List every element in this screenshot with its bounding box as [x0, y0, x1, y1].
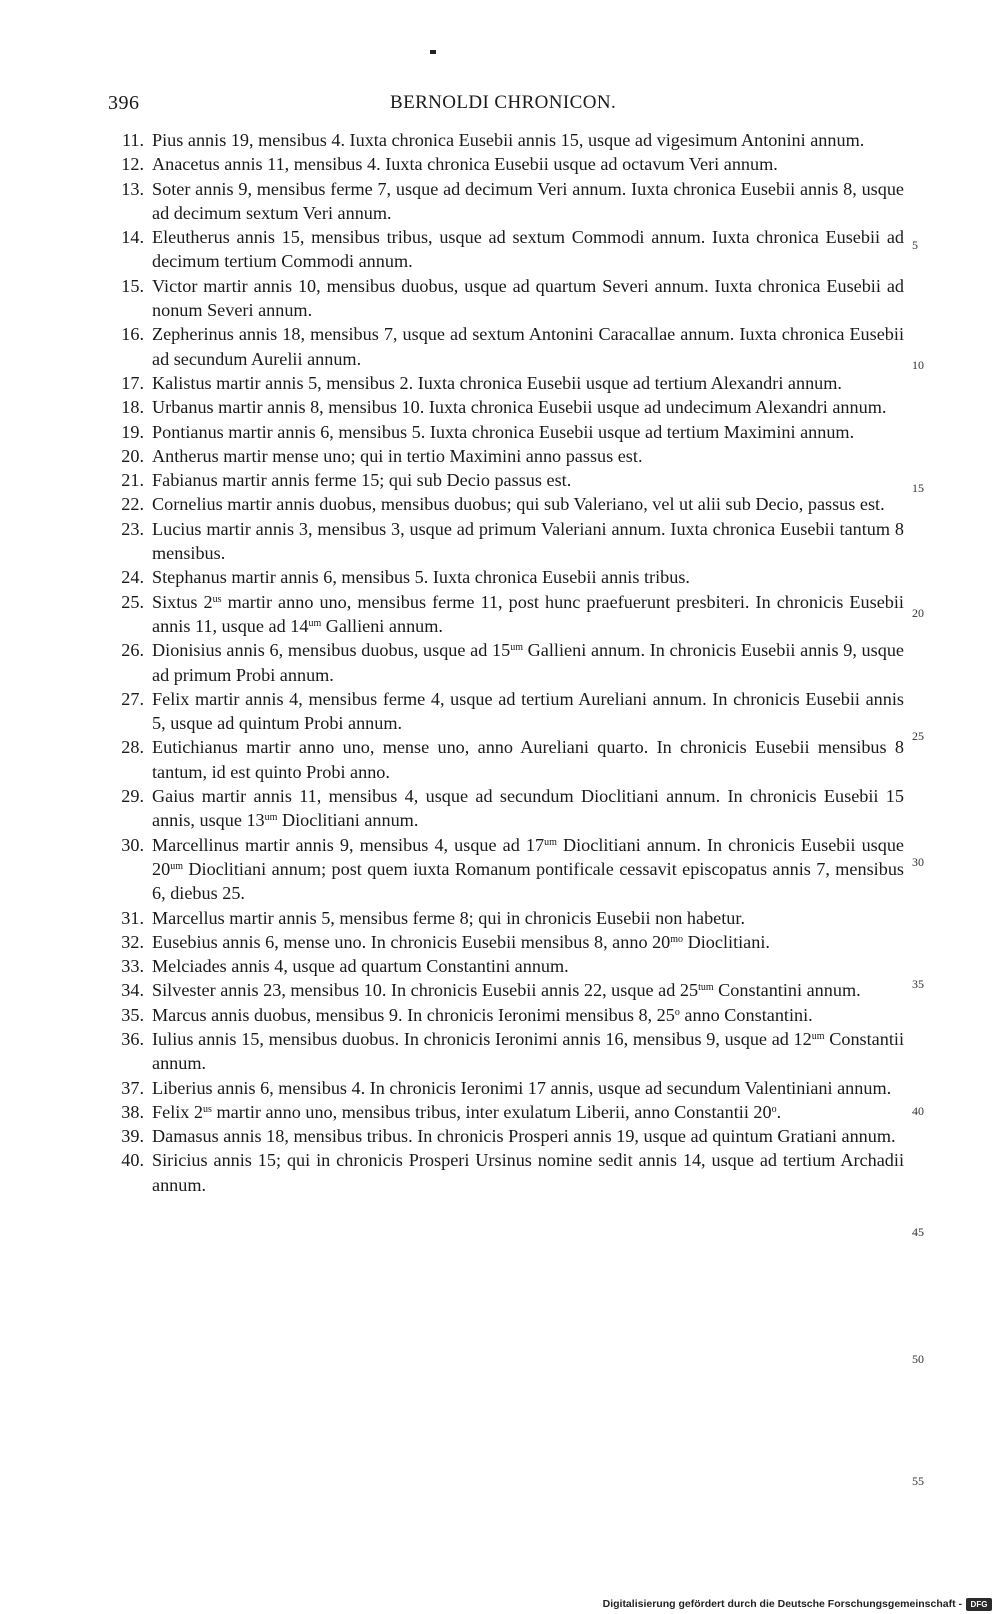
list-item	[100, 1027, 908, 1076]
entry-text	[152, 833, 908, 906]
entry-text	[152, 590, 908, 639]
entry-text	[152, 371, 908, 395]
text-segment: Dioclitiani annum.	[277, 810, 419, 831]
text-segment: Eutichianus martir anno uno, mense uno, anno Aureliani quarto. In chronicis Eusebii mensibus 8 tantum, id est quinto Probi anno.	[152, 737, 904, 782]
text-segment: Constantii annum.	[152, 1028, 904, 1074]
text-segment: Pius annis 19, mensibus 4. Iuxta chronica Eusebii annis 15, usque ad vigesimum Antonini annum.	[152, 130, 865, 150]
entry-number: 38.	[121, 1101, 144, 1122]
dfg-logo: DFG	[966, 1598, 992, 1611]
entry-number: 26.	[121, 640, 144, 661]
list-item	[100, 638, 908, 687]
line-number: 10	[912, 358, 924, 372]
superscript: um	[510, 642, 523, 654]
footer-credit	[603, 1596, 992, 1612]
list-item	[100, 395, 908, 419]
list-item	[100, 930, 908, 954]
entry-number: 17.	[121, 372, 144, 393]
entry-text	[152, 420, 908, 444]
line-number: 5	[912, 238, 918, 252]
text-segment: Marcellinus martir annis 9, mensibus 4, usque ad 17	[152, 834, 545, 855]
text-segment: Eusebius annis 6, mense uno. In chronicis Eusebii mensibus 8, anno 20	[152, 931, 671, 952]
list-item	[100, 906, 908, 930]
entry-text	[152, 906, 908, 930]
entry-number: 40.	[121, 1150, 144, 1171]
entry-number: 32.	[121, 931, 144, 952]
text-segment: anno Constantini.	[679, 1004, 813, 1025]
text-segment: Marcellus martir annis 5, mensibus ferme 8; qui in chronicis Eusebii non habetur.	[152, 907, 745, 928]
entry-text	[152, 954, 908, 978]
entry-text	[152, 225, 908, 274]
list-item	[100, 978, 908, 1002]
list-item	[100, 225, 908, 274]
entry-number: 19.	[121, 421, 144, 442]
entry-number: 20.	[121, 445, 144, 466]
entry-text	[152, 468, 908, 492]
text-segment: Fabianus martir annis ferme 15; qui sub Decio passus est.	[152, 470, 572, 491]
text-segment: Siricius annis 15; qui in chronicis Prosperi Ursinus nomine sedit annis 14, usque ad tertium Archadii annum.	[152, 1150, 904, 1195]
superscript: um	[308, 617, 322, 629]
entry-text	[152, 930, 908, 954]
text-segment: Antherus martir mense uno; qui in tertio Maximini anno passus est.	[152, 445, 643, 466]
text-segment: Anacetus annis 11, mensibus 4. Iuxta chronica Eusebii usque ad octavum Veri annum.	[152, 154, 778, 175]
list-item	[100, 322, 908, 371]
list-item	[100, 468, 908, 492]
superscript: o	[674, 1006, 680, 1018]
superscript: um	[544, 836, 557, 848]
text-segment: Gallieni annum.	[321, 615, 443, 636]
text-segment: Eleutherus annis 15, mensibus tribus, usque ad sextum Commodi annum. Iuxta chronica Eusebii ad decimum tertium Commodi annum.	[152, 227, 904, 272]
text-segment: martir anno uno, mensibus ferme 11, post hunc praefuerunt presbiteri. In chronicis Eusebii annis 11, usque ad 14	[152, 591, 904, 636]
entry-number: 15.	[121, 275, 144, 296]
entry-text	[152, 177, 908, 226]
entry-text	[152, 1027, 908, 1076]
line-number: 25	[912, 729, 924, 743]
list-item	[100, 687, 908, 736]
text-segment: Cornelius martir annis duobus, mensibus duobus; qui sub Valeriano, vel ut alii sub Decio, passus est.	[152, 494, 885, 515]
line-number: 40	[912, 1104, 924, 1118]
entry-number: 31.	[121, 907, 144, 928]
entry-text	[152, 784, 908, 833]
line-number: 35	[912, 977, 924, 991]
list-item	[100, 517, 908, 566]
entry-text	[152, 274, 908, 323]
superscript: us	[212, 593, 222, 605]
text-segment: Lucius martir annis 3, mensibus 3, usque ad primum Valeriani annum. Iuxta chronica Eusebii tantum 8 mensibus.	[152, 518, 904, 564]
superscript: tum	[698, 982, 714, 994]
entry-text	[152, 1124, 908, 1148]
text-segment: Dioclitiani.	[683, 931, 770, 952]
ink-mark	[430, 50, 436, 54]
list-item	[100, 152, 908, 176]
entry-number: 35.	[121, 1004, 144, 1025]
list-item	[100, 1003, 908, 1027]
list-item	[100, 833, 908, 906]
entry-text	[152, 638, 908, 687]
text-segment: Damasus annis 18, mensibus tribus. In chronicis Prosperi annis 19, usque ad quintum Gratiani annum.	[152, 1126, 896, 1147]
text-segment: .	[776, 1101, 782, 1122]
entry-text	[152, 517, 908, 566]
entry-number: 13.	[121, 178, 144, 199]
list-item	[100, 735, 908, 784]
text-segment: martir anno uno, mensibus tribus, inter exulatum Liberii, anno Constantii 20	[211, 1101, 772, 1122]
text-segment: Sixtus 2	[152, 591, 213, 612]
entry-list	[100, 128, 908, 1197]
line-number: 15	[912, 481, 924, 495]
text-segment: Victor martir annis 10, mensibus duobus, usque ad quartum Severi annum. Iuxta chronica Eusebii ad nonum Severi annum.	[152, 275, 904, 321]
entry-number: 11.	[121, 130, 144, 150]
list-item	[100, 954, 908, 978]
text-segment: Pontianus martir annis 6, mensibus 5. Iuxta chronica Eusebii usque ad tertium Maximini annum.	[152, 421, 855, 442]
superscript: um	[811, 1030, 825, 1042]
text-segment: Silvester annis 23, mensibus 10. In chronicis Eusebii annis 22, usque ad 25	[152, 980, 699, 1001]
text-segment: Marcus annis duobus, mensibus 9. In chronicis Ieronimi mensibus 8, 25	[152, 1004, 675, 1025]
entry-text	[152, 978, 908, 1002]
text-segment: Gallieni annum. In chronicis Eusebii annis 9, usque ad primum Probi annum.	[152, 640, 904, 685]
text-segment: Dioclitiani annum. In chronicis Eusebii usque 20	[152, 834, 904, 879]
superscript: o	[771, 1103, 777, 1115]
text-segment: Stephanus martir annis 6, mensibus 5. Iuxta chronica Eusebii annis tribus.	[152, 567, 690, 588]
entry-number: 37.	[121, 1077, 144, 1098]
entry-text	[152, 1076, 908, 1100]
entry-number: 16.	[121, 324, 144, 345]
entry-number: 22.	[121, 494, 144, 515]
text-segment: Liberius annis 6, mensibus 4. In chronicis Ieronimi 17 annis, usque ad secundum Valentiniani annum.	[152, 1077, 892, 1098]
list-item	[100, 1100, 908, 1124]
entry-number: 18.	[121, 397, 144, 418]
text-segment: Constantini annum.	[713, 980, 861, 1001]
superscript: um	[170, 860, 183, 872]
text-segment: Gaius martir annis 11, mensibus 4, usque ad secundum Dioclitiani annum. In chronicis Eusebii 15 annis, usque 13	[152, 786, 904, 831]
entry-number: 14.	[121, 227, 144, 248]
entry-text	[152, 152, 908, 176]
entry-text	[152, 565, 908, 589]
list-item	[100, 492, 908, 516]
entry-number: 23.	[121, 518, 144, 539]
text-segment: Dioclitiani annum; post quem iuxta Romanum pontificale cessavit episcopatus annis 7, mensibus 6, diebus 25.	[152, 858, 904, 904]
list-item	[100, 565, 908, 589]
line-number: 20	[912, 606, 924, 620]
entry-text	[152, 1100, 908, 1124]
entry-number: 28.	[121, 737, 144, 758]
entry-text	[152, 735, 908, 784]
text-segment: Zepherinus annis 18, mensibus 7, usque ad sextum Antonini Caracallae annum. Iuxta chronica Eusebii ad secundum Aurelii annum.	[152, 324, 904, 369]
superscript: um	[264, 812, 278, 824]
text-segment: Kalistus martir annis 5, mensibus 2. Iuxta chronica Eusebii usque ad tertium Alexandri annum.	[152, 372, 842, 393]
entry-number: 24.	[121, 567, 144, 588]
text-segment: Felix 2	[152, 1101, 204, 1122]
entry-text	[152, 395, 908, 419]
line-number: 55	[912, 1474, 924, 1488]
entry-text	[152, 492, 908, 516]
entry-number: 21.	[121, 470, 144, 491]
list-item	[100, 128, 908, 152]
list-item	[100, 371, 908, 395]
entry-text	[152, 687, 908, 736]
list-item	[100, 590, 908, 639]
list-item	[100, 784, 908, 833]
entry-number: 12.	[121, 154, 144, 175]
entry-number: 25.	[121, 591, 144, 612]
list-item	[100, 1076, 908, 1100]
footer-text: Digitalisierung gefördert durch die Deutsche Forschungsgemeinschaft -	[602, 1598, 962, 1610]
entry-number: 39.	[121, 1126, 144, 1147]
list-item	[100, 177, 908, 226]
entry-text	[152, 322, 908, 371]
list-item	[100, 1124, 908, 1148]
text-segment: Felix martir annis 4, mensibus ferme 4, usque ad tertium Aureliani annum. In chronicis Eusebii annis 5, usque ad quintum Probi annum.	[152, 688, 904, 734]
entry-text	[152, 128, 908, 152]
text-segment: Melciades annis 4, usque ad quartum Constantini annum.	[152, 956, 569, 977]
text-segment: Soter annis 9, mensibus ferme 7, usque ad decimum Veri annum. Iuxta chronica Eusebii annis 8, usque ad decimum sextum Veri annum.	[152, 178, 904, 223]
entry-text	[152, 444, 908, 468]
entry-text	[152, 1003, 908, 1027]
text-segment: Urbanus martir annis 8, mensibus 10. Iuxta chronica Eusebii usque ad undecimum Alexandri annum.	[152, 397, 887, 418]
entry-number: 29.	[121, 786, 144, 807]
list-item	[100, 444, 908, 468]
entry-text	[152, 1148, 908, 1197]
text-segment: Dionisius annis 6, mensibus duobus, usque ad 15	[152, 640, 511, 661]
list-item	[100, 420, 908, 444]
entry-number: 36.	[121, 1028, 144, 1049]
line-number: 30	[912, 855, 924, 869]
superscript: us	[203, 1103, 212, 1115]
superscript: mo	[670, 933, 684, 945]
entry-number: 34.	[121, 980, 144, 1001]
line-number: 45	[912, 1225, 924, 1239]
text-segment: Iulius annis 15, mensibus duobus. In chronicis Ieronimi annis 16, mensibus 9, usque ad 12	[152, 1028, 812, 1049]
page-number: 396	[108, 92, 140, 114]
list-item	[100, 274, 908, 323]
line-number: 50	[912, 1352, 924, 1366]
entry-number: 30.	[121, 834, 144, 855]
entry-number: 33.	[121, 956, 144, 977]
running-title: BERNOLDI CHRONICON.	[390, 92, 617, 113]
list-item	[100, 1148, 908, 1197]
entry-number: 27.	[121, 688, 144, 709]
